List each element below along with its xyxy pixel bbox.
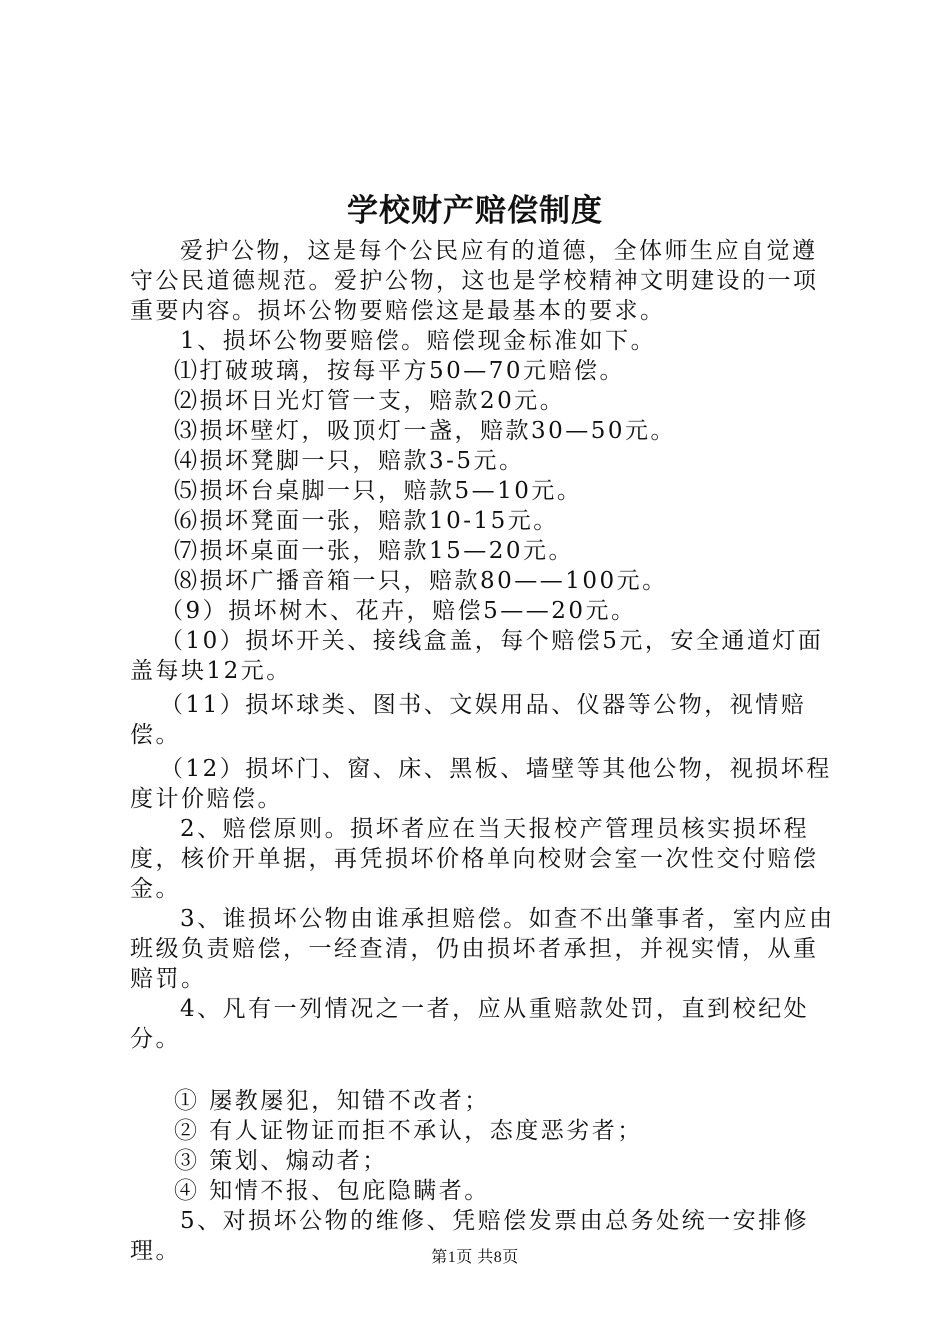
rule-1-heading: 1、损坏公物要赔偿。赔偿现金标准如下。	[180, 328, 657, 354]
rate-item-8: ⑻损坏广播音箱一只，赔款80——100元。	[174, 568, 668, 594]
rule-5-paragraph: 5、对损坏公物的维修、凭赔偿发票由总务处统一安排修理。	[130, 1208, 810, 1264]
document-body	[130, 236, 842, 1266]
rule-2-paragraph: 2、赔偿原则。损坏者应在当天报校产管理员核实损坏程度，核价开单据，再凭损坏价格单向校财会室一次性交付赔偿金。	[130, 816, 819, 902]
rate-item-12: （12）损坏门、窗、床、黑板、墙壁等其他公物，视损坏程度计价赔偿。	[130, 756, 832, 812]
rate-item-7: ⑺损坏桌面一张，赔款15—20元。	[174, 538, 575, 564]
aggravating-item-2: ② 有人证物证而拒不承认，态度恶劣者；	[174, 1118, 643, 1144]
rule-3-paragraph: 3、谁损坏公物由谁承担赔偿。如查不出肇事者，室内应由班级负责赔偿，一经查清，仍由损坏者承担，并视实情，从重赔罚。	[130, 906, 835, 992]
rate-item-5: ⑸损坏台桌脚一只，赔款5—10元。	[174, 478, 583, 504]
intro-paragraph: 爱护公物，这是每个公民应有的道德，全体师生应自觉遵守公民道德规范。爱护公物，这也是学校精神文明建设的一项重要内容。损坏公物要赔偿这是最基本的要求。	[130, 238, 819, 324]
rate-item-6: ⑹损坏凳面一张，赔款10-15元。	[174, 508, 559, 534]
rate-item-4: ⑷损坏凳脚一只，赔款3-5元。	[174, 448, 525, 474]
rate-item-10: （10）损坏开关、接线盒盖，每个赔偿5元，安全通道灯面盖每块12元。	[130, 628, 824, 684]
document-title: 学校财产赔偿制度	[347, 193, 603, 229]
rate-item-1: ⑴打破玻璃，按每平方50—70元赔偿。	[174, 358, 626, 384]
rate-item-9: （9）损坏树木、花卉，赔偿5——20元。	[160, 598, 637, 624]
page-number-footer: 第1页 共8页	[431, 1249, 519, 1266]
rule-4-paragraph: 4、凡有一列情况之一者，应从重赔款处罚，直到校纪处分。	[130, 996, 810, 1052]
rate-item-3: ⑶损坏壁灯，吸顶灯一盏，赔款30—50元。	[174, 418, 677, 444]
aggravating-item-1: ① 屡教屡犯，知错不改者；	[174, 1088, 490, 1114]
rate-item-11: （11）损坏球类、图书、文娱用品、仪器等公物，视情赔偿。	[130, 692, 807, 748]
aggravating-item-3: ③ 策划、煽动者；	[174, 1148, 388, 1174]
rate-item-2: ⑵损坏日光灯管一支，赔款20元。	[174, 388, 566, 414]
aggravating-item-4: ④ 知情不报、包庇隐瞒者。	[174, 1178, 490, 1204]
